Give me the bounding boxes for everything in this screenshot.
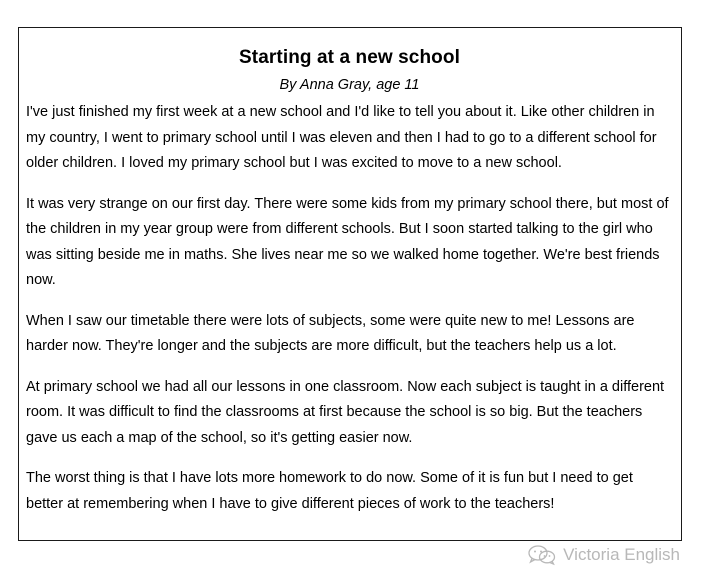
article-box xyxy=(18,27,682,541)
article-paragraph-1: I've just finished my first week at a new school and I'd like to tell you about it. Like other children in my country, I went to primary school until I was eleven and then I had to go to a different school for older children. I loved my primary school but I was excited to move to a new school. xyxy=(26,104,657,171)
article-title: Starting at a new school xyxy=(239,47,460,68)
watermark xyxy=(527,544,680,566)
watermark-text: Victoria English xyxy=(563,545,680,564)
wechat-logo-icon xyxy=(527,544,557,566)
article-paragraph-5: The worst thing is that I have lots more homework to do now. Some of it is fun but I need to get better at remembering when I have to give different pieces of work to the teachers! xyxy=(26,470,633,512)
article-byline: By Anna Gray, age 11 xyxy=(279,77,420,93)
article-paragraph-2: It was very strange on our first day. There were some kids from my primary school there, but most of the children in my year group were from different schools. But I soon started talking to the girl who was sitting beside me in maths. She lives near me so we walked home together. We're best friends now. xyxy=(26,195,669,288)
article-body xyxy=(26,100,673,517)
article-paragraph-4: At primary school we had all our lessons in one classroom. Now each subject is taught in a different room. It was difficult to find the classrooms at first because the school is so big. But the teachers gave us each a map of the school, so it's getting easier now. xyxy=(26,378,665,446)
article-paragraph-3: When I saw our timetable there were lots of subjects, some were quite new to me! Lessons are harder now. They're longer and the subjects are more difficult, but the teachers help us a lot. xyxy=(26,312,635,354)
